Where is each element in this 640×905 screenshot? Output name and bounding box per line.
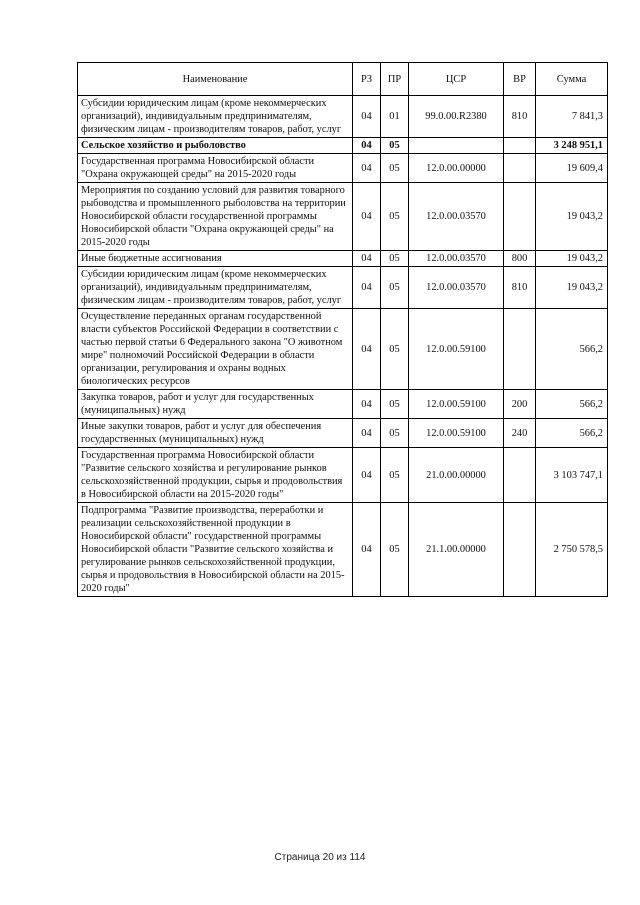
table-row (78, 251, 608, 267)
cell-sum: 3 103 747,1 (536, 448, 608, 503)
cell-name: Мероприятия по созданию условий для развития товарного рыбоводства и промышленного рыболовства на территории Новосибирской области государственной программы Новосибирской области "Охрана окружающей среды" на 2015-2020 годы (78, 183, 353, 251)
cell-name: Иные закупки товаров, работ и услуг для обеспечения государственных (муниципальных) нужд (78, 419, 353, 448)
cell-vr: 800 (504, 251, 536, 267)
table-row (78, 503, 608, 597)
cell-csr: 12.0.00.03570 (409, 251, 504, 267)
cell-name: Иные бюджетные ассигнования (78, 251, 353, 267)
cell-vr: 810 (504, 267, 536, 309)
table-row (78, 138, 608, 154)
cell-name: Субсидии юридическим лицам (кроме некоммерческих организаций), индивидуальным предпринимателям, физическим лицам - производителям товаров, работ, услуг (78, 267, 353, 309)
table-row (78, 154, 608, 183)
cell-csr: 12.0.00.03570 (409, 267, 504, 309)
cell-pr: 05 (381, 448, 409, 503)
cell-csr: 21.1.00.00000 (409, 503, 504, 597)
page-number: Страница 20 из 114 (274, 852, 366, 863)
cell-rz: 04 (353, 96, 381, 138)
header-sum: Сумма (536, 63, 608, 96)
cell-name: Сельское хозяйство и рыболовство (78, 138, 353, 154)
cell-rz: 04 (353, 419, 381, 448)
table-row (78, 419, 608, 448)
cell-sum: 3 248 951,1 (536, 138, 608, 154)
cell-csr (409, 138, 504, 154)
budget-table-container (77, 62, 607, 597)
table-row (78, 309, 608, 390)
cell-name: Государственная программа Новосибирской области "Развитие сельского хозяйства и регулирование рынков сельскохозяйственной продукции, сырья и продовольствия в Новосибирской области на 2015-2020 годы" (78, 448, 353, 503)
cell-sum: 566,2 (536, 309, 608, 390)
table-row (78, 183, 608, 251)
header-pr: ПР (381, 63, 409, 96)
cell-sum: 2 750 578,5 (536, 503, 608, 597)
cell-vr (504, 138, 536, 154)
table-row (78, 267, 608, 309)
cell-vr: 240 (504, 419, 536, 448)
cell-rz: 04 (353, 138, 381, 154)
cell-sum: 19 043,2 (536, 251, 608, 267)
cell-pr: 05 (381, 309, 409, 390)
cell-rz: 04 (353, 309, 381, 390)
cell-pr: 05 (381, 267, 409, 309)
cell-name: Субсидии юридическим лицам (кроме некоммерческих организаций), индивидуальным предпринимателям, физическим лицам - производителям товаров, работ, услуг (78, 96, 353, 138)
cell-sum: 19 043,2 (536, 267, 608, 309)
cell-name: Подпрограмма "Развитие производства, переработки и реализации сельскохозяйственной продукции в Новосибирской области" государственной программы Новосибирской области "Развитие сельского хозяйства и регулирование рынков сельскохозяйственной продукции, сырья и продовольствия в Новосибирской области на 2015-2020 годы" (78, 503, 353, 597)
cell-sum: 566,2 (536, 419, 608, 448)
cell-vr (504, 183, 536, 251)
cell-csr: 21.0.00.00000 (409, 448, 504, 503)
cell-sum: 19 043,2 (536, 183, 608, 251)
header-rz: РЗ (353, 63, 381, 96)
cell-csr: 12.0.00.00000 (409, 154, 504, 183)
table-row (78, 448, 608, 503)
cell-rz: 04 (353, 503, 381, 597)
cell-rz: 04 (353, 267, 381, 309)
cell-pr: 05 (381, 390, 409, 419)
table-body (78, 96, 608, 597)
cell-csr: 12.0.00.59100 (409, 309, 504, 390)
cell-pr: 05 (381, 154, 409, 183)
cell-pr: 05 (381, 138, 409, 154)
cell-vr: 810 (504, 96, 536, 138)
header-vr: ВР (504, 63, 536, 96)
cell-rz: 04 (353, 154, 381, 183)
cell-name: Закупка товаров, работ и услуг для государственных (муниципальных) нужд (78, 390, 353, 419)
cell-rz: 04 (353, 390, 381, 419)
table-row (78, 96, 608, 138)
cell-sum: 19 609,4 (536, 154, 608, 183)
cell-vr (504, 309, 536, 390)
cell-sum: 7 841,3 (536, 96, 608, 138)
cell-pr: 05 (381, 183, 409, 251)
cell-vr: 200 (504, 390, 536, 419)
cell-sum: 566,2 (536, 390, 608, 419)
cell-csr: 12.0.00.03570 (409, 183, 504, 251)
cell-pr: 05 (381, 419, 409, 448)
cell-csr: 12.0.00.59100 (409, 390, 504, 419)
cell-vr (504, 503, 536, 597)
cell-rz: 04 (353, 251, 381, 267)
table-header-row (78, 63, 608, 96)
budget-table (77, 62, 608, 597)
header-name: Наименование (78, 63, 353, 96)
cell-name: Осуществление переданных органам государственной власти субъектов Российской Федерации в соответствии с частью первой статьи 6 Федерального закона "О животном мире" полномочий Российской Федерации в области организации, регулирования и охраны водных биологических ресурсов (78, 309, 353, 390)
cell-pr: 01 (381, 96, 409, 138)
cell-name: Государственная программа Новосибирской области "Охрана окружающей среды" на 2015-2020 годы (78, 154, 353, 183)
cell-pr: 05 (381, 503, 409, 597)
table-row (78, 390, 608, 419)
cell-rz: 04 (353, 448, 381, 503)
cell-csr: 99.0.00.R2380 (409, 96, 504, 138)
cell-csr: 12.0.00.59100 (409, 419, 504, 448)
cell-rz: 04 (353, 183, 381, 251)
cell-vr (504, 448, 536, 503)
cell-pr: 05 (381, 251, 409, 267)
header-csr: ЦСР (409, 63, 504, 96)
cell-vr (504, 154, 536, 183)
